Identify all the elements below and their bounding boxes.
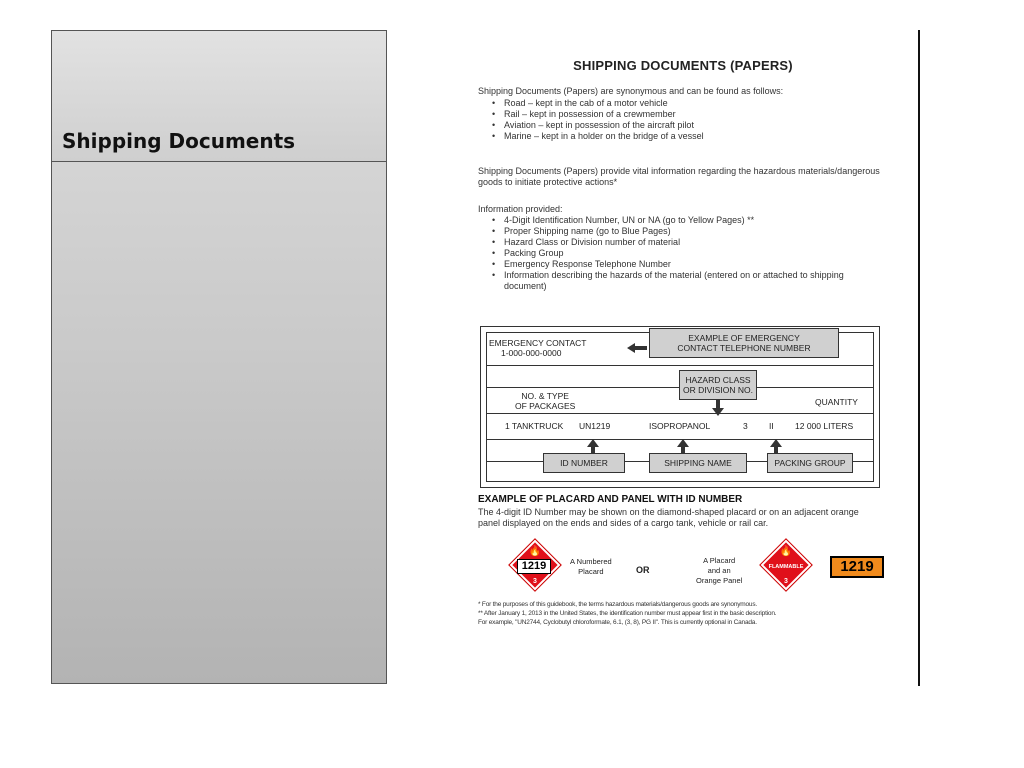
flame-icon: 🔥 <box>528 546 542 557</box>
placard-class-number: 3 <box>784 578 788 585</box>
placard-class-number: 3 <box>533 578 537 585</box>
document-page <box>478 58 888 658</box>
id-number-callout: ID NUMBER <box>543 453 625 473</box>
placard-flammable-label: FLAMMABLE <box>768 564 804 570</box>
arrow-down-icon <box>712 400 724 416</box>
numbered-placard-caption: A Numbered Placard <box>570 557 612 576</box>
slide-title-header <box>52 31 386 162</box>
list-item: • Hazard Class or Division number of material <box>492 237 884 248</box>
packing-group-callout: PACKING GROUP <box>767 453 853 473</box>
divider <box>487 365 873 366</box>
list-item: • Road – kept in the cab of a motor vehicle <box>492 98 884 109</box>
flammable-placard <box>761 540 811 590</box>
shipping-paper-inner <box>486 332 874 482</box>
info-heading: Information provided: <box>478 204 563 214</box>
numbered-placard <box>510 540 560 590</box>
purpose-paragraph: Shipping Documents (Papers) provide vital information regarding the hazardous materials/dangerous goods to initiate protective actions* <box>478 166 880 187</box>
divider <box>487 413 873 414</box>
emergency-example-callout: EXAMPLE OF EMERGENCY CONTACT TELEPHONE NUMBER <box>649 328 839 358</box>
document-title: SHIPPING DOCUMENTS (PAPERS) <box>573 58 793 73</box>
footnote: ** After January 1, 2013 in the United States, the identification number must appear first in the basic description. <box>478 610 777 617</box>
locations-list <box>492 98 884 142</box>
row-cell-id: UN1219 <box>579 421 611 431</box>
slide-title-panel <box>51 30 387 684</box>
quantity-label: QUANTITY <box>815 397 858 407</box>
emergency-contact-label: EMERGENCY CONTACT 1-000-000-0000 <box>489 338 587 358</box>
list-item: • Packing Group <box>492 248 884 259</box>
orange-panel: 1219 <box>830 556 884 578</box>
row-cell-quantity: 12 000 LITERS <box>795 421 854 431</box>
info-list <box>492 215 884 292</box>
shipping-name-callout: SHIPPING NAME <box>649 453 747 473</box>
arrow-up-icon <box>677 439 689 453</box>
placard-id-number: 1219 <box>517 559 551 574</box>
footnote: For example, "UN2744, Cyclobutyl chloroformate, 6.1, (3, 8), PG II". This is currently optional in Canada. <box>478 619 757 626</box>
placard-section-heading: EXAMPLE OF PLACARD AND PANEL WITH ID NUMBER <box>478 494 743 505</box>
list-item: • Marine – kept in a holder on the bridge of a vessel <box>492 131 884 142</box>
list-item: • Rail – kept in possession of a crewmember <box>492 109 884 120</box>
intro-paragraph: Shipping Documents (Papers) are synonymous and can be found as follows: <box>478 86 784 96</box>
footnote: * For the purposes of this guidebook, the terms hazardous materials/dangerous goods are synonymous. <box>478 601 758 608</box>
list-item: • 4-Digit Identification Number, UN or NA (go to Yellow Pages) ** <box>492 215 884 226</box>
row-cell-packages: 1 TANKTRUCK <box>505 421 564 431</box>
arrow-left-icon <box>627 343 647 353</box>
packages-label: NO. & TYPE OF PACKAGES <box>515 391 576 411</box>
hazard-class-callout: HAZARD CLASS OR DIVISION NO. <box>679 370 757 400</box>
shipping-paper-example <box>480 326 880 488</box>
slide-title: Shipping Documents <box>62 129 296 153</box>
or-label: OR <box>636 565 650 575</box>
placard-panel-caption: A Placard and an Orange Panel <box>696 556 743 585</box>
row-cell-class: 3 <box>743 421 748 431</box>
list-item: • Proper Shipping name (go to Blue Pages) <box>492 226 884 237</box>
flame-icon: 🔥 <box>779 546 793 557</box>
list-item: • Aviation – kept in possession of the aircraft pilot <box>492 120 884 131</box>
arrow-up-icon <box>770 439 782 453</box>
list-item: • Emergency Response Telephone Number <box>492 259 884 270</box>
vertical-divider <box>918 30 920 686</box>
list-item: • Information describing the hazards of the material (entered on or attached to shipping document) <box>492 270 884 292</box>
row-cell-group: II <box>769 421 774 431</box>
placard-paragraph: The 4-digit ID Number may be shown on the diamond-shaped placard or on an adjacent orange panel displayed on the ends and sides of a cargo tank, vehicle or rail car. <box>478 507 859 528</box>
arrow-up-icon <box>587 439 599 453</box>
row-cell-name: ISOPROPANOL <box>649 421 711 431</box>
